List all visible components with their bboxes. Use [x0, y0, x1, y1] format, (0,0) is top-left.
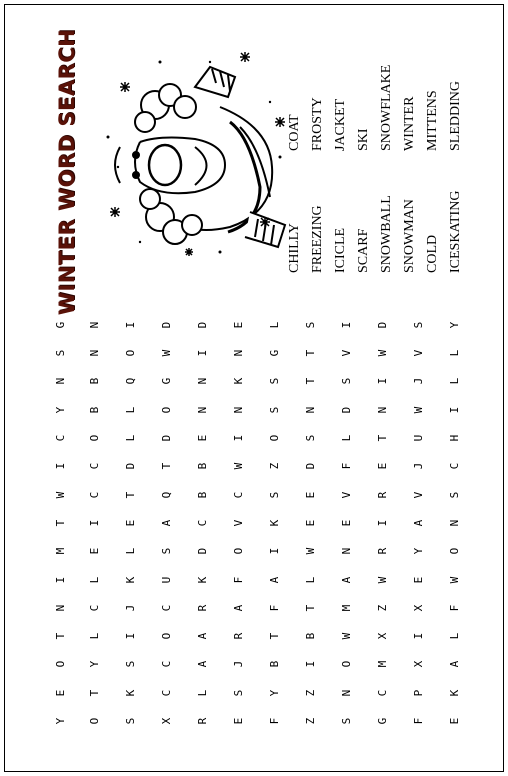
word-list-text: SNOWBALL: [379, 195, 394, 273]
grid-letter: I: [124, 632, 137, 640]
grid-letter: R: [196, 717, 209, 725]
grid-letter: L: [88, 576, 101, 583]
grid-letter: C: [448, 462, 461, 470]
grid-letter: A: [160, 519, 173, 527]
grid-letter: V: [340, 491, 353, 498]
grid-letter: P: [412, 689, 425, 696]
grid-letter: S: [268, 491, 281, 498]
grid-letter: O: [268, 434, 281, 442]
grid-letter: S: [340, 717, 353, 725]
grid-letter: D: [340, 406, 353, 413]
word-list-text: MITTENS: [425, 90, 440, 151]
grid-letter: C: [160, 661, 173, 668]
grid-letter: N: [88, 349, 101, 357]
grid-letter: A: [340, 576, 353, 583]
grid-letter: E: [232, 717, 245, 725]
grid-letter: D: [376, 321, 389, 329]
grid-letter: K: [268, 519, 281, 527]
grid-letter: I: [196, 349, 209, 357]
grid-letter: Q: [160, 491, 173, 498]
grid-letter: E: [448, 717, 461, 725]
grid-letter: T: [88, 689, 101, 696]
grid-letter: T: [304, 349, 317, 357]
grid-letter: W: [376, 576, 389, 583]
grid-letter: S: [448, 491, 461, 498]
grid-letter: M: [54, 547, 67, 555]
grid-letter: L: [88, 632, 101, 640]
grid-letter: M: [376, 661, 389, 668]
grid-letter: A: [268, 576, 281, 583]
grid-letter: D: [304, 462, 317, 470]
word-list-text: ICESKATING: [448, 190, 463, 273]
grid-letter: E: [54, 689, 67, 696]
grid-letter: V: [412, 491, 425, 498]
grid-letter: E: [304, 519, 317, 527]
grid-letter: J: [232, 661, 245, 668]
grid-letter: E: [196, 434, 209, 442]
grid-letter: V: [412, 349, 425, 357]
grid-letter: S: [268, 406, 281, 413]
grid-letter: C: [376, 689, 389, 696]
grid-letter: L: [196, 689, 209, 696]
grid-letter: O: [88, 434, 101, 442]
word-list-text: SKI: [356, 128, 371, 151]
grid-letter: E: [340, 519, 353, 527]
grid-letter: G: [54, 321, 67, 329]
grid-letter: K: [232, 378, 245, 385]
grid-letter: T: [160, 462, 173, 470]
grid-letter: F: [268, 717, 281, 725]
grid-letter: W: [304, 547, 317, 555]
grid-letter: L: [304, 576, 317, 583]
grid-letter: Z: [376, 604, 389, 612]
grid-letter: B: [304, 632, 317, 640]
grid-letter: L: [340, 434, 353, 442]
word-list-text: SCARF: [356, 228, 371, 273]
grid-letter: S: [268, 378, 281, 385]
grid-letter: S: [304, 321, 317, 329]
grid-letter: F: [448, 604, 461, 612]
grid-letter: X: [376, 632, 389, 640]
grid-letter: K: [124, 576, 137, 583]
grid-letter: E: [376, 462, 389, 470]
grid-letter: O: [54, 661, 67, 668]
grid-letter: I: [124, 321, 137, 329]
grid-letter: L: [268, 321, 281, 329]
grid-letter: D: [196, 321, 209, 329]
grid-letter: X: [412, 604, 425, 612]
grid-letter: I: [376, 378, 389, 385]
grid-letter: E: [232, 321, 245, 329]
grid-letter: Q: [124, 378, 137, 385]
grid-letter: E: [412, 576, 425, 583]
grid-letter: C: [88, 491, 101, 498]
grid-letter: E: [88, 547, 101, 555]
grid-letter: K: [196, 576, 209, 583]
grid-letter: R: [376, 547, 389, 555]
word-list-text: SLEDDING: [448, 81, 463, 151]
grid-letter: F: [340, 462, 353, 470]
title-text: WINTER WORD SEARCH: [55, 28, 79, 316]
grid-letter: D: [160, 434, 173, 442]
grid-letter: A: [196, 661, 209, 668]
grid-letter: T: [54, 519, 67, 527]
grid-letter: I: [412, 632, 425, 640]
grid-letter: L: [124, 547, 137, 555]
grid-letter: U: [160, 576, 173, 583]
grid-letter: U: [412, 434, 425, 442]
grid-letter: C: [54, 434, 67, 442]
grid-letter: S: [340, 378, 353, 385]
grid-letter: S: [232, 689, 245, 696]
grid-letter: S: [160, 547, 173, 555]
grid-letter: V: [232, 519, 245, 527]
grid-letter: D: [160, 321, 173, 329]
grid-letter: N: [232, 406, 245, 413]
word-list-text: SNOWFLAKE: [379, 64, 394, 151]
grid-letter: D: [124, 462, 137, 470]
grid-letter: N: [340, 547, 353, 555]
grid-letter: N: [54, 378, 67, 385]
grid-letter: S: [54, 349, 67, 357]
grid-letter: I: [304, 661, 317, 668]
grid-letter: O: [232, 547, 245, 555]
grid-letter: Z: [268, 462, 281, 470]
grid-letter: K: [124, 689, 137, 696]
grid-letter: O: [88, 717, 101, 725]
grid-letter: S: [304, 434, 317, 442]
grid-letter: C: [160, 689, 173, 696]
grid-letter: I: [268, 547, 281, 555]
grid-letter: J: [412, 462, 425, 470]
grid-letter: A: [196, 632, 209, 640]
grid-letter: G: [268, 349, 281, 357]
grid-letter: W: [232, 462, 245, 470]
grid-letter: T: [304, 378, 317, 385]
grid-letter: D: [196, 547, 209, 555]
grid-letter: N: [376, 406, 389, 413]
grid-letter: T: [268, 632, 281, 640]
grid-letter: M: [340, 604, 353, 612]
grid-letter: C: [88, 462, 101, 470]
grid-letter: Y: [412, 547, 425, 555]
grid-letter: N: [54, 604, 67, 612]
grid-letter: N: [196, 378, 209, 385]
grid-letter: B: [196, 491, 209, 498]
grid-letter: O: [160, 632, 173, 640]
word-list-text: COAT: [287, 114, 302, 151]
word-list-text: ICICLE: [333, 227, 348, 273]
grid-letter: Y: [448, 321, 461, 329]
grid-letter: W: [376, 349, 389, 357]
grid-letter: F: [412, 717, 425, 725]
grid-letter: X: [412, 661, 425, 668]
grid-letter: G: [376, 717, 389, 725]
word-list-text: WINTER: [402, 96, 417, 151]
grid-letter: I: [340, 321, 353, 329]
grid-letter: Z: [304, 717, 317, 725]
grid-letter: O: [340, 661, 353, 668]
grid-letter: O: [124, 349, 137, 357]
grid-letter: C: [160, 604, 173, 612]
grid-letter: R: [196, 604, 209, 612]
grid-letter: S: [412, 321, 425, 329]
grid-letter: B: [88, 378, 101, 385]
word-list-text: JACKET: [333, 98, 348, 151]
grid-letter: I: [54, 576, 67, 583]
grid-letter: B: [196, 462, 209, 470]
grid-letter: T: [54, 632, 67, 640]
grid-letter: L: [448, 632, 461, 640]
grid-letter: I: [88, 519, 101, 527]
word-list-text: FREEZING: [310, 205, 325, 273]
grid-letter: T: [376, 434, 389, 442]
grid-letter: I: [54, 462, 67, 470]
grid-letter: H: [448, 434, 461, 442]
grid-letter: L: [448, 378, 461, 385]
grid-letter: K: [448, 689, 461, 696]
grid-letter: N: [196, 406, 209, 413]
grid-letter: W: [54, 491, 67, 498]
grid-letter: N: [340, 689, 353, 696]
grid-letter: A: [412, 519, 425, 527]
grid-letter: W: [448, 576, 461, 583]
grid-letter: I: [448, 406, 461, 413]
grid-letter: Y: [88, 661, 101, 668]
grid-letter: E: [304, 491, 317, 498]
grid-letter: O: [160, 406, 173, 413]
grid-letter: L: [448, 349, 461, 357]
grid-letter: W: [412, 406, 425, 413]
grid-letter: T: [124, 491, 137, 498]
grid-letter: J: [412, 378, 425, 385]
grid-letter: E: [124, 519, 137, 527]
grid-letter: J: [124, 604, 137, 612]
word-list-text: SNOWMAN: [402, 199, 417, 273]
grid-letter: W: [160, 349, 173, 357]
grid-letter: B: [88, 406, 101, 413]
word-list-text: CHILLY: [287, 223, 302, 273]
grid-letter: F: [232, 576, 245, 583]
word-list-text: FROSTY: [310, 97, 325, 151]
grid-letter: G: [160, 378, 173, 385]
grid-letter: L: [124, 406, 137, 413]
grid-letter: N: [448, 519, 461, 527]
grid-letter: S: [124, 717, 137, 725]
grid-letter: F: [268, 604, 281, 612]
grid-letter: Y: [54, 717, 67, 725]
grid-letter: Z: [304, 689, 317, 696]
word-list-text: COLD: [425, 234, 440, 273]
grid-letter: I: [232, 434, 245, 442]
grid-letter: V: [340, 349, 353, 357]
worksheet-page: [4, 4, 504, 772]
grid-letter: A: [448, 661, 461, 668]
grid-letter: N: [88, 321, 101, 329]
grid-letter: L: [124, 434, 137, 442]
grid-letter: R: [376, 491, 389, 498]
grid-letter: O: [448, 547, 461, 555]
grid-letter: T: [304, 604, 317, 612]
grid-letter: B: [268, 661, 281, 668]
grid-letter: X: [160, 717, 173, 725]
snowman-icon: [100, 47, 290, 267]
grid-letter: C: [232, 491, 245, 498]
grid-letter: Y: [268, 689, 281, 696]
grid-letter: S: [124, 661, 137, 668]
grid-letter: N: [232, 349, 245, 357]
grid-letter: I: [376, 519, 389, 527]
grid-letter: N: [304, 406, 317, 413]
grid-letter: R: [232, 632, 245, 640]
grid-letter: C: [88, 604, 101, 612]
grid-letter: W: [340, 632, 353, 640]
grid-letter: C: [196, 519, 209, 527]
grid-letter: A: [232, 604, 245, 612]
grid-letter: Y: [54, 406, 67, 413]
